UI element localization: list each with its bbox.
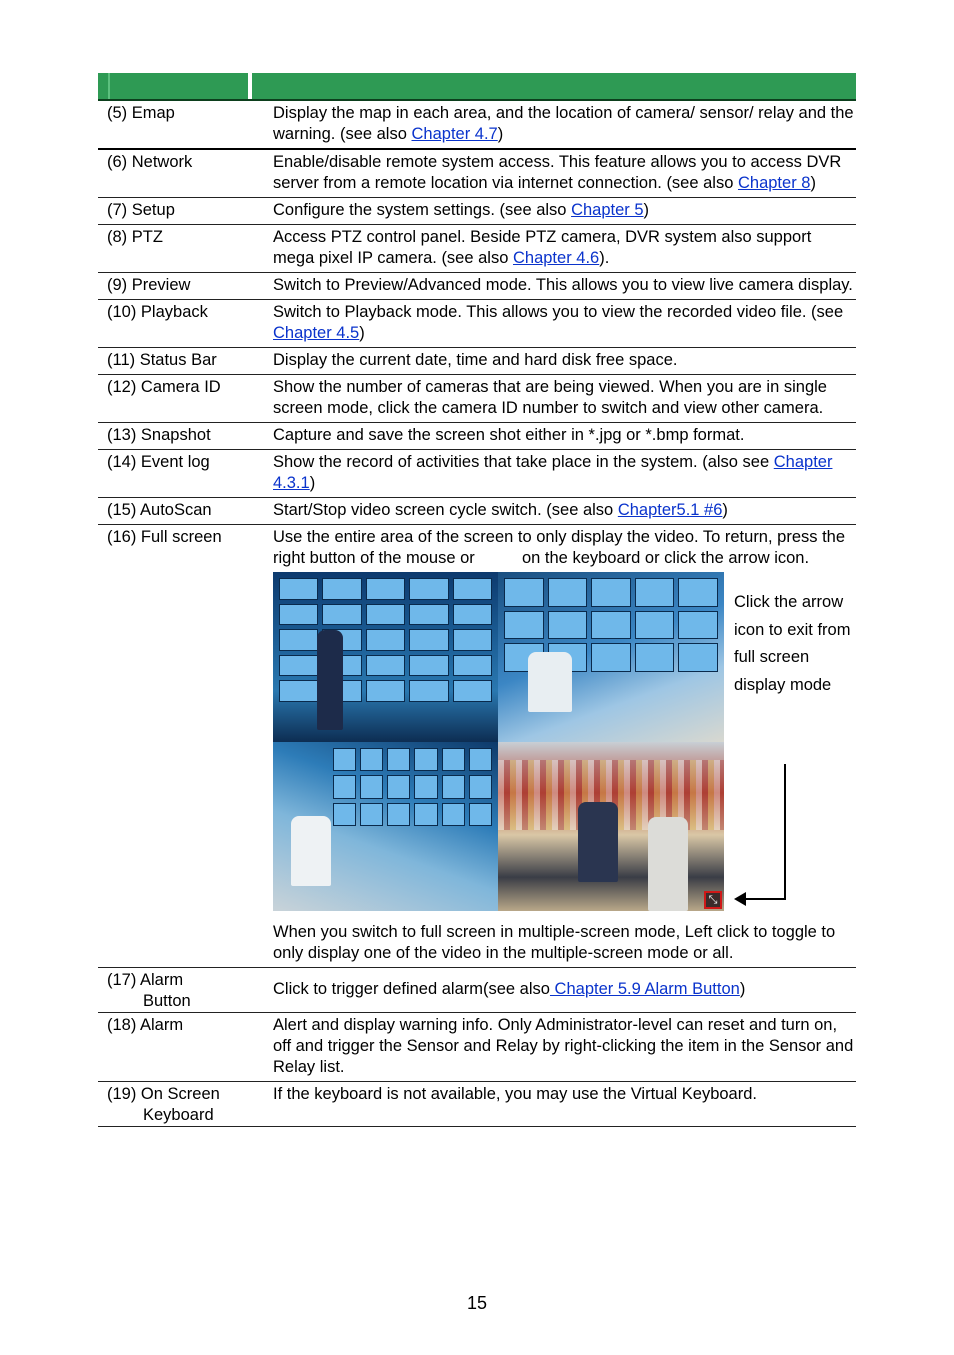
fullscreen-intro-b: on the keyboard or click the arrow icon.	[521, 549, 810, 567]
page-number: 15	[466, 1293, 488, 1313]
table-row	[98, 968, 856, 1013]
row-description: Show the number of cameras that are being viewed. When you are in single screen mode, click the camera ID number to switch and view other camera.	[273, 378, 827, 417]
document-page	[98, 73, 856, 1127]
row-description: Display the map in each area, and the location of camera/ sensor/ relay and the warning. (see also Chapter 4.7)	[273, 104, 854, 143]
row-description: Configure the system settings. (see also Chapter 5)	[273, 201, 650, 219]
row-name: (8) PTZ	[107, 228, 163, 246]
header-accent	[108, 73, 110, 99]
exit-fullscreen-icon[interactable]: ⤡	[704, 891, 722, 909]
chapter-link[interactable]: Chapter 4.5	[273, 324, 360, 342]
table-row	[98, 1082, 856, 1127]
row-name: (7) Setup	[107, 201, 175, 219]
chapter-link[interactable]: Chapter 5	[571, 201, 644, 219]
table-row	[98, 450, 856, 498]
arrow-left-icon	[734, 892, 746, 906]
camera-view-4	[498, 742, 724, 911]
table-header-bar	[98, 73, 856, 99]
row-name: (15) AutoScan	[107, 501, 212, 519]
row-description	[263, 525, 856, 968]
table-row	[98, 225, 856, 273]
chapter-link[interactable]: Chapter 4.6	[512, 249, 600, 267]
table-row	[98, 348, 856, 375]
fullscreen-figure	[273, 572, 856, 922]
chapter-link[interactable]: Chapter 5.9 Alarm Button	[549, 980, 740, 998]
exit-hint-text: Click the arrow icon to exit from full screen display mode	[734, 593, 851, 694]
table-row	[98, 375, 856, 423]
row-name: (6) Network	[107, 153, 193, 171]
row-description: Display the current date, time and hard disk free space.	[273, 351, 678, 369]
row-description: Capture and save the screen shot either in *.jpg or *.bmp format.	[273, 426, 745, 444]
table-row	[98, 149, 856, 198]
row-name: (11) Status Bar	[107, 351, 217, 369]
pointer-arrow-line	[743, 898, 786, 900]
camera-view-2	[498, 572, 724, 742]
row-description: Access PTZ control panel. Beside PTZ camera, DVR system also support mega pixel IP camera. (see also Chapter 4.6).	[273, 228, 812, 267]
row-description: Switch to Preview/Advanced mode. This allows you to view live camera display.	[273, 276, 853, 294]
row-name: (12) Camera ID	[107, 378, 221, 396]
pointer-arrow-line	[784, 764, 786, 900]
table-row	[98, 101, 856, 149]
row-description: Show the record of activities that take place in the system. (also see Chapter 4.3.1)	[273, 453, 833, 492]
row-description: Click to trigger defined alarm(see also Chapter 5.9 Alarm Button)	[273, 980, 746, 998]
table-row-full-screen	[98, 525, 856, 968]
row-name: (13) Snapshot	[107, 426, 211, 444]
table-row	[98, 423, 856, 450]
chapter-link[interactable]: Chapter 4.7	[411, 125, 498, 143]
row-description: Start/Stop video screen cycle switch. (see also Chapter5.1 #6)	[273, 501, 728, 519]
row-description: Switch to Playback mode. This allows you to view the recorded video file. (see Chapter 4.5)	[273, 303, 844, 342]
chapter-link[interactable]: Chapter 4.3.1	[273, 453, 833, 492]
row-name: (17) Alarm Button	[107, 971, 191, 1010]
header-underline	[98, 99, 856, 101]
row-description: Alert and display warning info. Only Administrator-level can reset and turn on, off and trigger the Sensor and Relay by right-clicking the item in the Sensor and Relay list.	[273, 1016, 854, 1076]
row-description: Enable/disable remote system access. This feature allows you to access DVR server from a remote location via internet connection. (see also Chapter 8)	[273, 153, 842, 192]
row-name: (10) Playback	[107, 303, 208, 321]
camera-mosaic-image	[273, 572, 724, 911]
fullscreen-after-text: When you switch to full screen in multiple-screen mode, Left click to toggle to only display one of the video in the multiple-screen mode or all.	[273, 923, 836, 962]
row-name: (19) On Screen Keyboard	[107, 1085, 220, 1124]
chapter-link[interactable]: Chapter5.1 #6	[617, 501, 723, 519]
row-description: If the keyboard is not available, you may use the Virtual Keyboard.	[273, 1085, 757, 1103]
row-name: (9) Preview	[107, 276, 191, 294]
table-row	[98, 1013, 856, 1082]
row-name: (5) Emap	[107, 104, 175, 122]
chapter-link[interactable]: Chapter 8	[737, 174, 811, 192]
camera-view-3	[273, 742, 498, 911]
table-row	[98, 273, 856, 300]
row-name: (18) Alarm	[107, 1016, 184, 1034]
row-name: (14) Event log	[107, 453, 210, 471]
table-row	[98, 498, 856, 525]
table-row	[98, 300, 856, 348]
header-column-divider	[248, 73, 252, 99]
fullscreen-intro-a: Use the entire area of the screen to only display the video. To return, press the right button of the mouse or	[273, 528, 846, 567]
row-name: (16) Full screen	[107, 528, 222, 546]
table-row	[98, 198, 856, 225]
feature-table	[98, 101, 856, 1127]
camera-view-1	[273, 572, 498, 742]
